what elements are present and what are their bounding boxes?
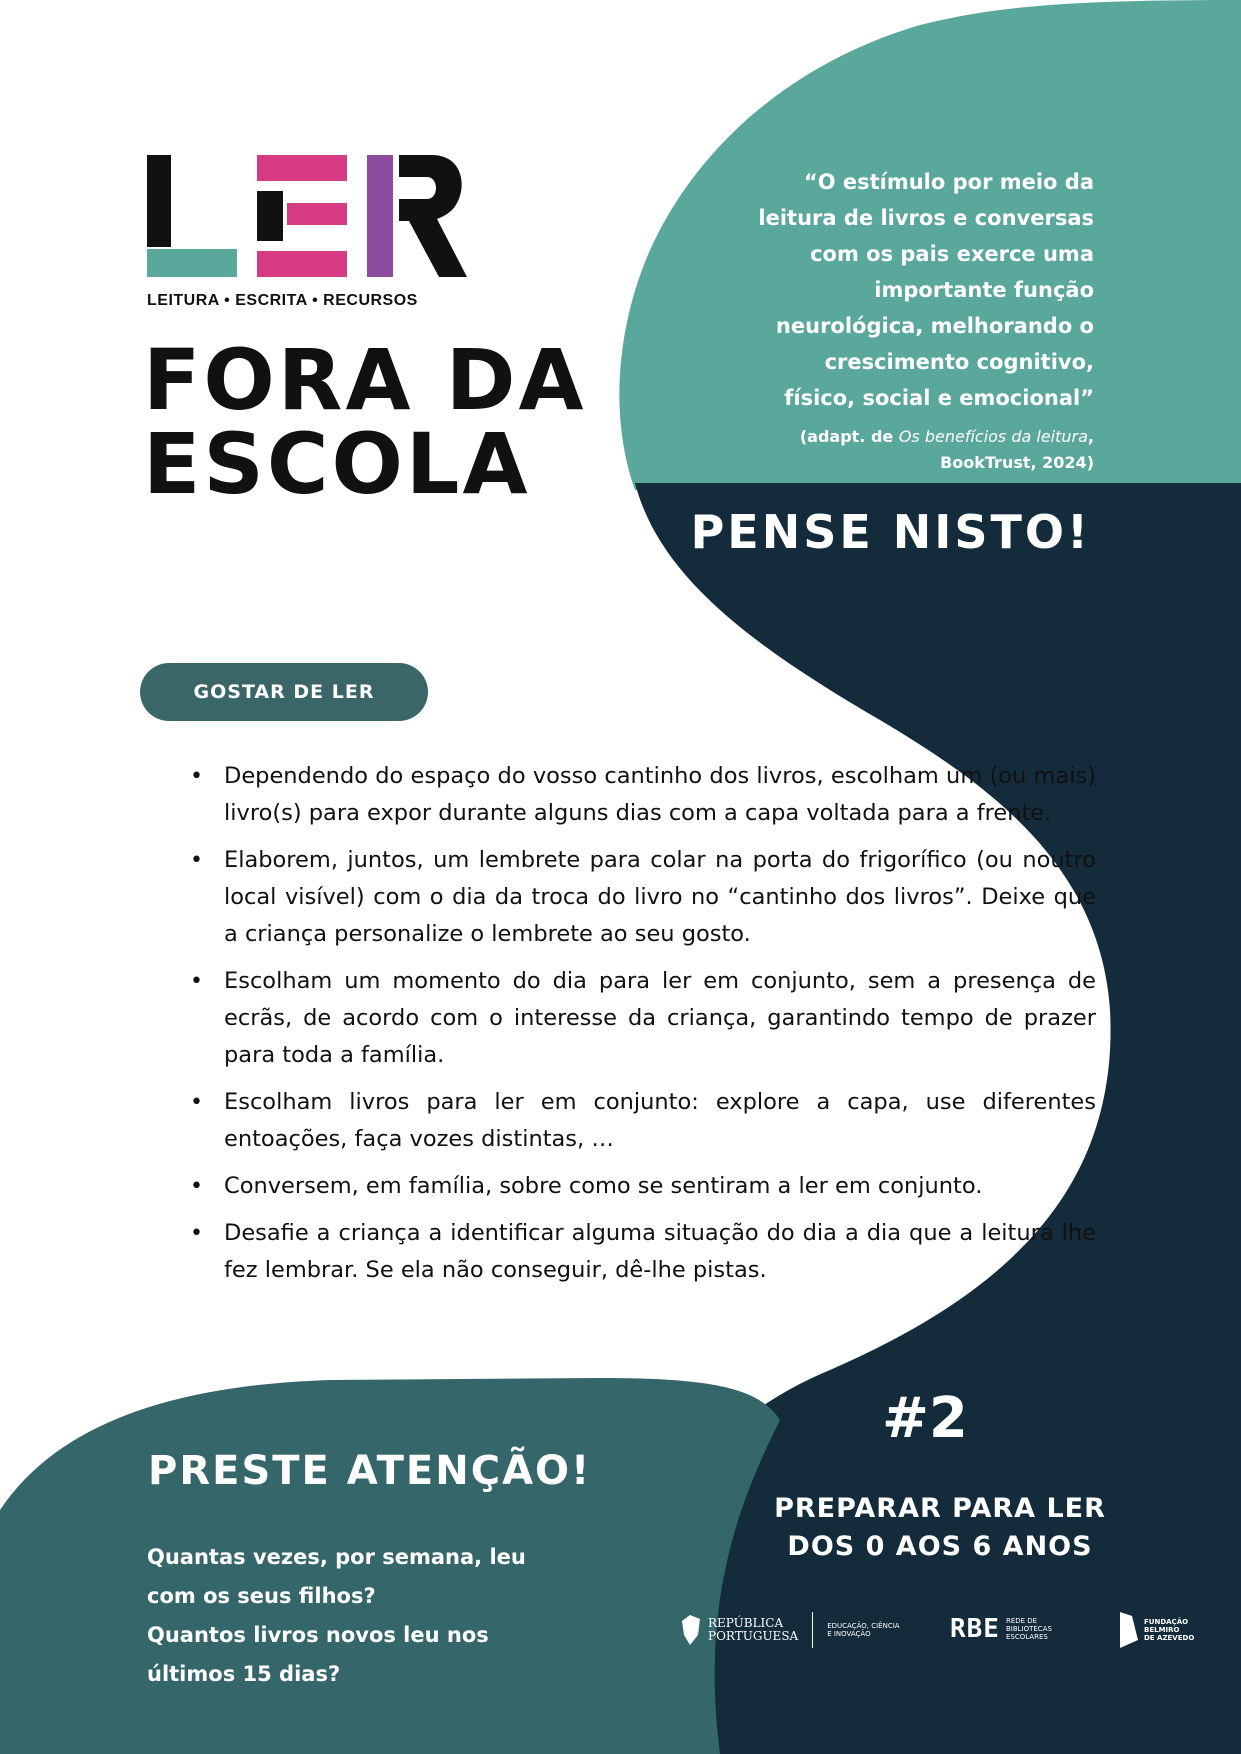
quote xyxy=(694,164,1094,416)
question-line: Quantos livros novos leu nos xyxy=(147,1623,489,1647)
issue-title-line2: DOS 0 AOS 6 ANOS xyxy=(787,1531,1093,1562)
quote-line: físico, social e emocional” xyxy=(784,386,1094,410)
issue-title xyxy=(740,1490,1140,1566)
ministry-line2: E INOVAÇÃO xyxy=(827,1630,871,1638)
list-item: • Escolham um momento do dia para ler em conjunto, sem a presença de ecrãs, de acordo com o interesse da criança, garantindo tempo de prazer para toda a família. xyxy=(224,963,1096,1074)
rbe-line2: BIBLIOTECAS xyxy=(1005,1625,1052,1633)
question-line: Quantas vezes, por semana, leu xyxy=(147,1545,526,1569)
quote-line: neurológica, melhorando o xyxy=(775,314,1094,338)
republica-logo xyxy=(680,1612,900,1648)
partner-logos xyxy=(680,1608,1200,1658)
cite-title: Os benefícios da leitura xyxy=(898,427,1088,446)
list-item: • Conversem, em família, sobre como se sentiram a ler em conjunto. xyxy=(224,1168,1096,1205)
quote-line: leitura de livros e conversas xyxy=(758,206,1094,230)
fba-mark-icon xyxy=(1120,1612,1138,1648)
page-title xyxy=(143,331,587,513)
ministry-line1: EDUCAÇÃO, CIÊNCIA xyxy=(827,1622,900,1630)
republica-emblem-icon xyxy=(680,1613,702,1647)
fba-line1: FUNDAÇÃO xyxy=(1144,1618,1189,1626)
fba-line2: BELMIRO xyxy=(1144,1626,1180,1634)
think-heading: PENSE NISTO! xyxy=(690,505,1091,559)
republica-line1: REPÚBLICA xyxy=(708,1616,784,1630)
section-pill: GOSTAR DE LER xyxy=(140,663,428,721)
list-item: • Dependendo do espaço do vosso cantinho dos livros, escolham um (ou mais) livro(s) para expor durante alguns dias com a capa voltada para a frente. xyxy=(224,758,1096,832)
letter-r-icon xyxy=(367,155,467,277)
cite-prefix: (adapt. de xyxy=(799,427,899,446)
republica-line2: PORTUGUESA xyxy=(708,1629,799,1643)
logo-subtitle: LEITURA • ESCRITA • RECURSOS xyxy=(147,292,418,309)
divider xyxy=(812,1612,813,1648)
page-title-line2: ESCOLA xyxy=(143,415,531,513)
rbe-logo xyxy=(950,1614,1052,1644)
ler-logo xyxy=(147,155,467,280)
issue-number: #2 xyxy=(882,1386,968,1451)
quote-line: com os pais exerce uma xyxy=(810,242,1094,266)
quote-line: importante função xyxy=(874,278,1094,302)
issue-title-line1: PREPARAR PARA LER xyxy=(774,1493,1106,1524)
question-line: com os seus filhos? xyxy=(147,1584,376,1608)
cite-line2: BookTrust, 2024) xyxy=(940,453,1094,472)
quote-citation xyxy=(674,424,1094,476)
tips-list xyxy=(190,758,1096,1299)
quote-line: crescimento cognitivo, xyxy=(824,350,1094,374)
quote-line: “O estímulo por meio da xyxy=(803,170,1094,194)
attention-heading: PRESTE ATENÇÃO! xyxy=(148,1448,592,1494)
question-line: últimos 15 dias? xyxy=(147,1662,341,1686)
rbe-line3: ESCOLARES xyxy=(1005,1633,1048,1641)
list-item: • Desafie a criança a identificar alguma situação do dia a dia que a leitura lhe fez lembrar. Se ela não conseguir, dê-lhe pistas. xyxy=(224,1215,1096,1289)
rbe-line1: REDE DE xyxy=(1005,1617,1038,1625)
page-title-line1: FORA DA xyxy=(143,331,587,429)
letter-l-icon xyxy=(147,155,237,277)
attention-questions xyxy=(147,1538,577,1694)
fba-logo xyxy=(1120,1612,1194,1648)
list-item: • Escolham livros para ler em conjunto: explore a capa, use diferentes entoações, faça vozes distintas, … xyxy=(224,1084,1096,1158)
letter-e-icon xyxy=(257,155,347,277)
cite-suffix: , xyxy=(1087,427,1094,446)
fba-line3: DE AZEVEDO xyxy=(1144,1634,1195,1642)
list-item: • Elaborem, juntos, um lembrete para colar na porta do frigorífico (ou noutro local visível) com o dia da troca do livro no “cantinho dos livros”. Deixe que a criança personalize o lembrete ao seu gosto. xyxy=(224,842,1096,953)
rbe-mark: RBE xyxy=(950,1614,1000,1644)
